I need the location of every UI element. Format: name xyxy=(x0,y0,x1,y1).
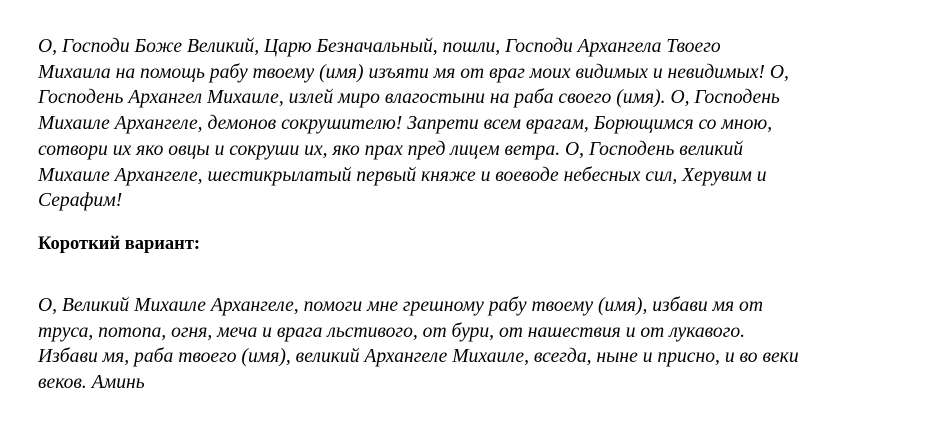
text-line: О, Великий Михаиле Архангеле, помоги мне грешному рабу твоему (имя), избави мя от xyxy=(38,295,764,316)
text-line: Михаиле Архангеле, демонов сокрушителю! Запрети всем врагам, Борющимся со мною, xyxy=(38,113,773,135)
text-line: О, Господи Боже Великий, Царю Безначальный, пошли, Господи Архангела Твоего xyxy=(38,36,721,57)
text-line: сотвори их яко овцы и сокруши их, яко прах пред лицем ветра. О, Господень великий xyxy=(38,138,744,160)
text-line: Избави мя, раба твоего (имя), великий Архангеле Михаиле, всегда, ныне и присно, и во веки xyxy=(38,346,799,368)
text-line: Михаила на помощь рабу твоему (имя) изъяти мя от враг моих видимых и невидимых! О, xyxy=(38,61,789,83)
text-line: веков. Аминь xyxy=(38,372,145,394)
short-prayer-paragraph xyxy=(38,293,928,396)
text-line: Господень Архангел Михаиле, излей миро влагостыни на раба своего (имя). О, Господень xyxy=(38,87,780,109)
text-line: Серафим! xyxy=(38,190,123,212)
short-version-heading: Короткий вариант: xyxy=(38,234,201,254)
text-line: Михаиле Архангеле, шестикрылатый первый княже и воеводе небесных сил, Херувим и xyxy=(38,164,767,186)
text-line: труса, потопа, огня, меча и врага льстивого, от бури, от нашествия и от лукавого. xyxy=(38,320,746,342)
long-prayer-paragraph xyxy=(38,34,928,214)
